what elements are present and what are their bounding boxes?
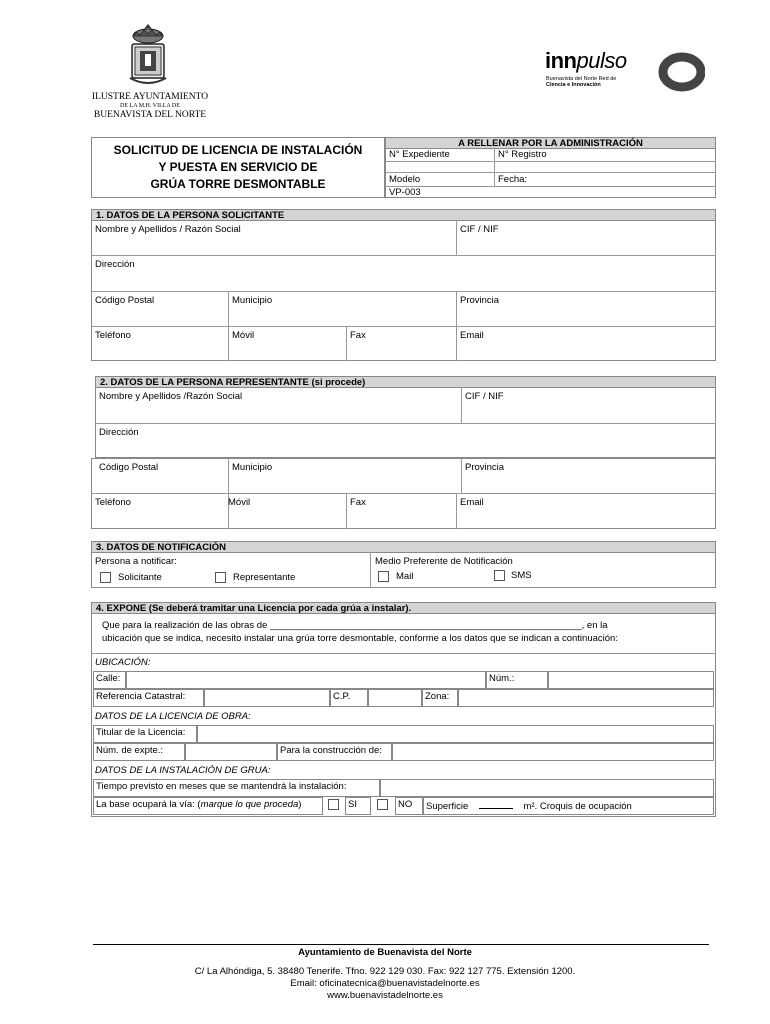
titular-input[interactable]: [197, 725, 714, 743]
datos-licencia-heading: DATOS DE LA LICENCIA DE OBRA:: [95, 711, 251, 722]
solicitante-label: Solicitante: [118, 572, 162, 583]
s2-cp-field[interactable]: Código Postal: [99, 462, 159, 473]
s2-movil-field[interactable]: Móvil: [228, 497, 251, 508]
expediente-field[interactable]: N° Expediente: [389, 149, 450, 160]
s2-email-field[interactable]: Email: [460, 497, 484, 508]
calle-label: Calle:: [93, 671, 126, 689]
s1-direccion-field[interactable]: Dirección: [95, 259, 135, 270]
s2-telefono-field[interactable]: Teléfono: [95, 497, 131, 508]
logo-tagline2: Ciencia e Innovación: [546, 82, 601, 89]
title-line2: Y PUESTA EN SERVICIO DE: [158, 160, 318, 174]
section4-heading: 4. EXPONE (Se deberá tramitar una Licencia por cada grúa a instalar).: [91, 602, 716, 614]
superficie-blank[interactable]: [479, 799, 513, 809]
s1-cp-field[interactable]: Código Postal: [95, 295, 155, 306]
s2-direccion-field[interactable]: Dirección: [99, 427, 139, 438]
superficie-label: Superficie: [426, 801, 469, 812]
solicitante-checkbox[interactable]: [100, 572, 111, 583]
coat-of-arms-icon: [128, 22, 168, 88]
logo-brand-bold: inn: [545, 48, 577, 73]
s2-fax-field[interactable]: Fax: [350, 497, 366, 508]
tiempo-label: Tiempo previsto en meses que se mantendrá la instalación:: [93, 779, 380, 797]
footer-rule: [93, 944, 709, 945]
s1-nombre-field[interactable]: Nombre y Apellidos / Razón Social: [95, 224, 241, 235]
cp-input[interactable]: [368, 689, 422, 707]
sms-checkbox[interactable]: [494, 570, 505, 581]
modelo-field[interactable]: Modelo: [389, 174, 421, 185]
municipality-line3: BUENAVISTA DEL NORTE: [93, 109, 207, 120]
title-line1: SOLICITUD DE LICENCIA DE INSTALACIÓN: [113, 143, 363, 157]
section2-heading: 2. DATOS DE LA PERSONA REPRESENTANTE (si procede): [95, 376, 716, 388]
num-expte-input[interactable]: [185, 743, 277, 761]
ref-catastral-label: Referencia Catastral:: [93, 689, 204, 707]
no-label: NO: [395, 797, 423, 815]
admin-heading: A RELLENAR POR LA ADMINISTRACIÓN: [385, 137, 716, 149]
croquis-label: m². Croquis de ocupación: [523, 801, 632, 812]
mail-label: Mail: [396, 571, 414, 582]
logo-brand-italic: pulso: [576, 48, 627, 73]
zona-input[interactable]: [458, 689, 714, 707]
sms-label: SMS: [511, 570, 532, 581]
s1-fax-field[interactable]: Fax: [350, 330, 366, 341]
form-code: VP-003: [389, 187, 421, 198]
representante-checkbox[interactable]: [215, 572, 226, 583]
s1-municipio-field[interactable]: Municipio: [232, 295, 273, 306]
municipality-name: [0, 92, 300, 121]
s2-municipio-field[interactable]: Municipio: [232, 462, 273, 473]
expone-line1[interactable]: Que para la realización de las obras de ___________________________________________________________, en la: [102, 620, 608, 631]
medio-notificacion-label: Medio Preferente de Notificación: [375, 556, 513, 567]
base-via-italic: marque lo que proceda: [200, 799, 299, 810]
footer: [0, 947, 770, 1002]
num-label: Núm.:: [486, 671, 548, 689]
para-construccion-label: Para la construcción de:: [277, 743, 392, 761]
datos-instalacion-heading: DATOS DE LA INSTALACIÓN DE GRUA:: [95, 765, 271, 776]
base-via-suffix: ): [298, 799, 302, 810]
mail-checkbox[interactable]: [378, 571, 389, 582]
no-checkbox[interactable]: [377, 799, 388, 810]
superficie-field[interactable]: [423, 797, 714, 815]
ubicacion-heading: UBICACIÓN:: [95, 657, 151, 668]
footer-email: Email: oficinatecnica@buenavistadelnorte.es: [290, 978, 480, 989]
logo-tagline1: Buenavista del Norte Red de: [546, 76, 617, 82]
section3-heading: 3. DATOS DE NOTIFICACIÓN: [91, 541, 716, 553]
ref-catastral-input[interactable]: [204, 689, 330, 707]
titular-label: Titular de la Licencia:: [93, 725, 197, 743]
s1-telefono-field[interactable]: Teléfono: [95, 330, 131, 341]
s1-movil-field[interactable]: Móvil: [232, 330, 255, 341]
tiempo-input[interactable]: [380, 779, 714, 797]
footer-web: www.buenavistadelnorte.es: [327, 990, 443, 1001]
s2-provincia-field[interactable]: Provincia: [465, 462, 505, 473]
base-via-label: [93, 797, 323, 815]
base-via-prefix: La base ocupará la vía: (: [96, 799, 201, 810]
fecha-field[interactable]: Fecha:: [498, 174, 528, 185]
municipality-line1: ILUSTRE AYUNTAMIENTO: [91, 92, 209, 102]
zona-label: Zona:: [422, 689, 458, 707]
si-checkbox[interactable]: [328, 799, 339, 810]
s1-email-field[interactable]: Email: [460, 330, 484, 341]
form-title: [91, 142, 385, 193]
registro-field[interactable]: N° Registro: [498, 149, 547, 160]
cp-label: C.P.: [330, 689, 368, 707]
expone-line2: ubicación que se indica, necesito instalar una grúa torre desmontable, conforme a los datos que se indican a continuación:: [102, 633, 618, 644]
footer-address: C/ La Alhóndiga, 5. 38480 Tenerife. Tfno. 922 129 030. Fax: 922 127 775. Extensión 1200.: [194, 966, 576, 977]
s2-nombre-field[interactable]: Nombre y Apellidos /Razón Social: [99, 391, 243, 402]
num-expte-label: Núm. de expte.:: [93, 743, 185, 761]
calle-input[interactable]: [126, 671, 486, 689]
footer-name: Ayuntamiento de Buenavista del Norte: [298, 947, 472, 958]
section1-heading: 1. DATOS DE LA PERSONA SOLICITANTE: [91, 209, 716, 221]
representante-label: Representante: [233, 572, 296, 583]
innpulso-ring-icon: [657, 52, 705, 94]
num-input[interactable]: [548, 671, 714, 689]
s2-cif-field[interactable]: CIF / NIF: [465, 391, 504, 402]
title-line3: GRÚA TORRE DESMONTABLE: [150, 177, 326, 191]
s1-cif-field[interactable]: CIF / NIF: [460, 224, 499, 235]
para-construccion-input[interactable]: [392, 743, 714, 761]
innpulso-logo: [545, 48, 715, 94]
si-label: SI: [345, 797, 371, 815]
persona-notificar-label: Persona a notificar:: [95, 556, 177, 567]
s1-provincia-field[interactable]: Provincia: [460, 295, 500, 306]
municipality-line2: DE LA M.H. VILLA DE: [120, 102, 180, 109]
